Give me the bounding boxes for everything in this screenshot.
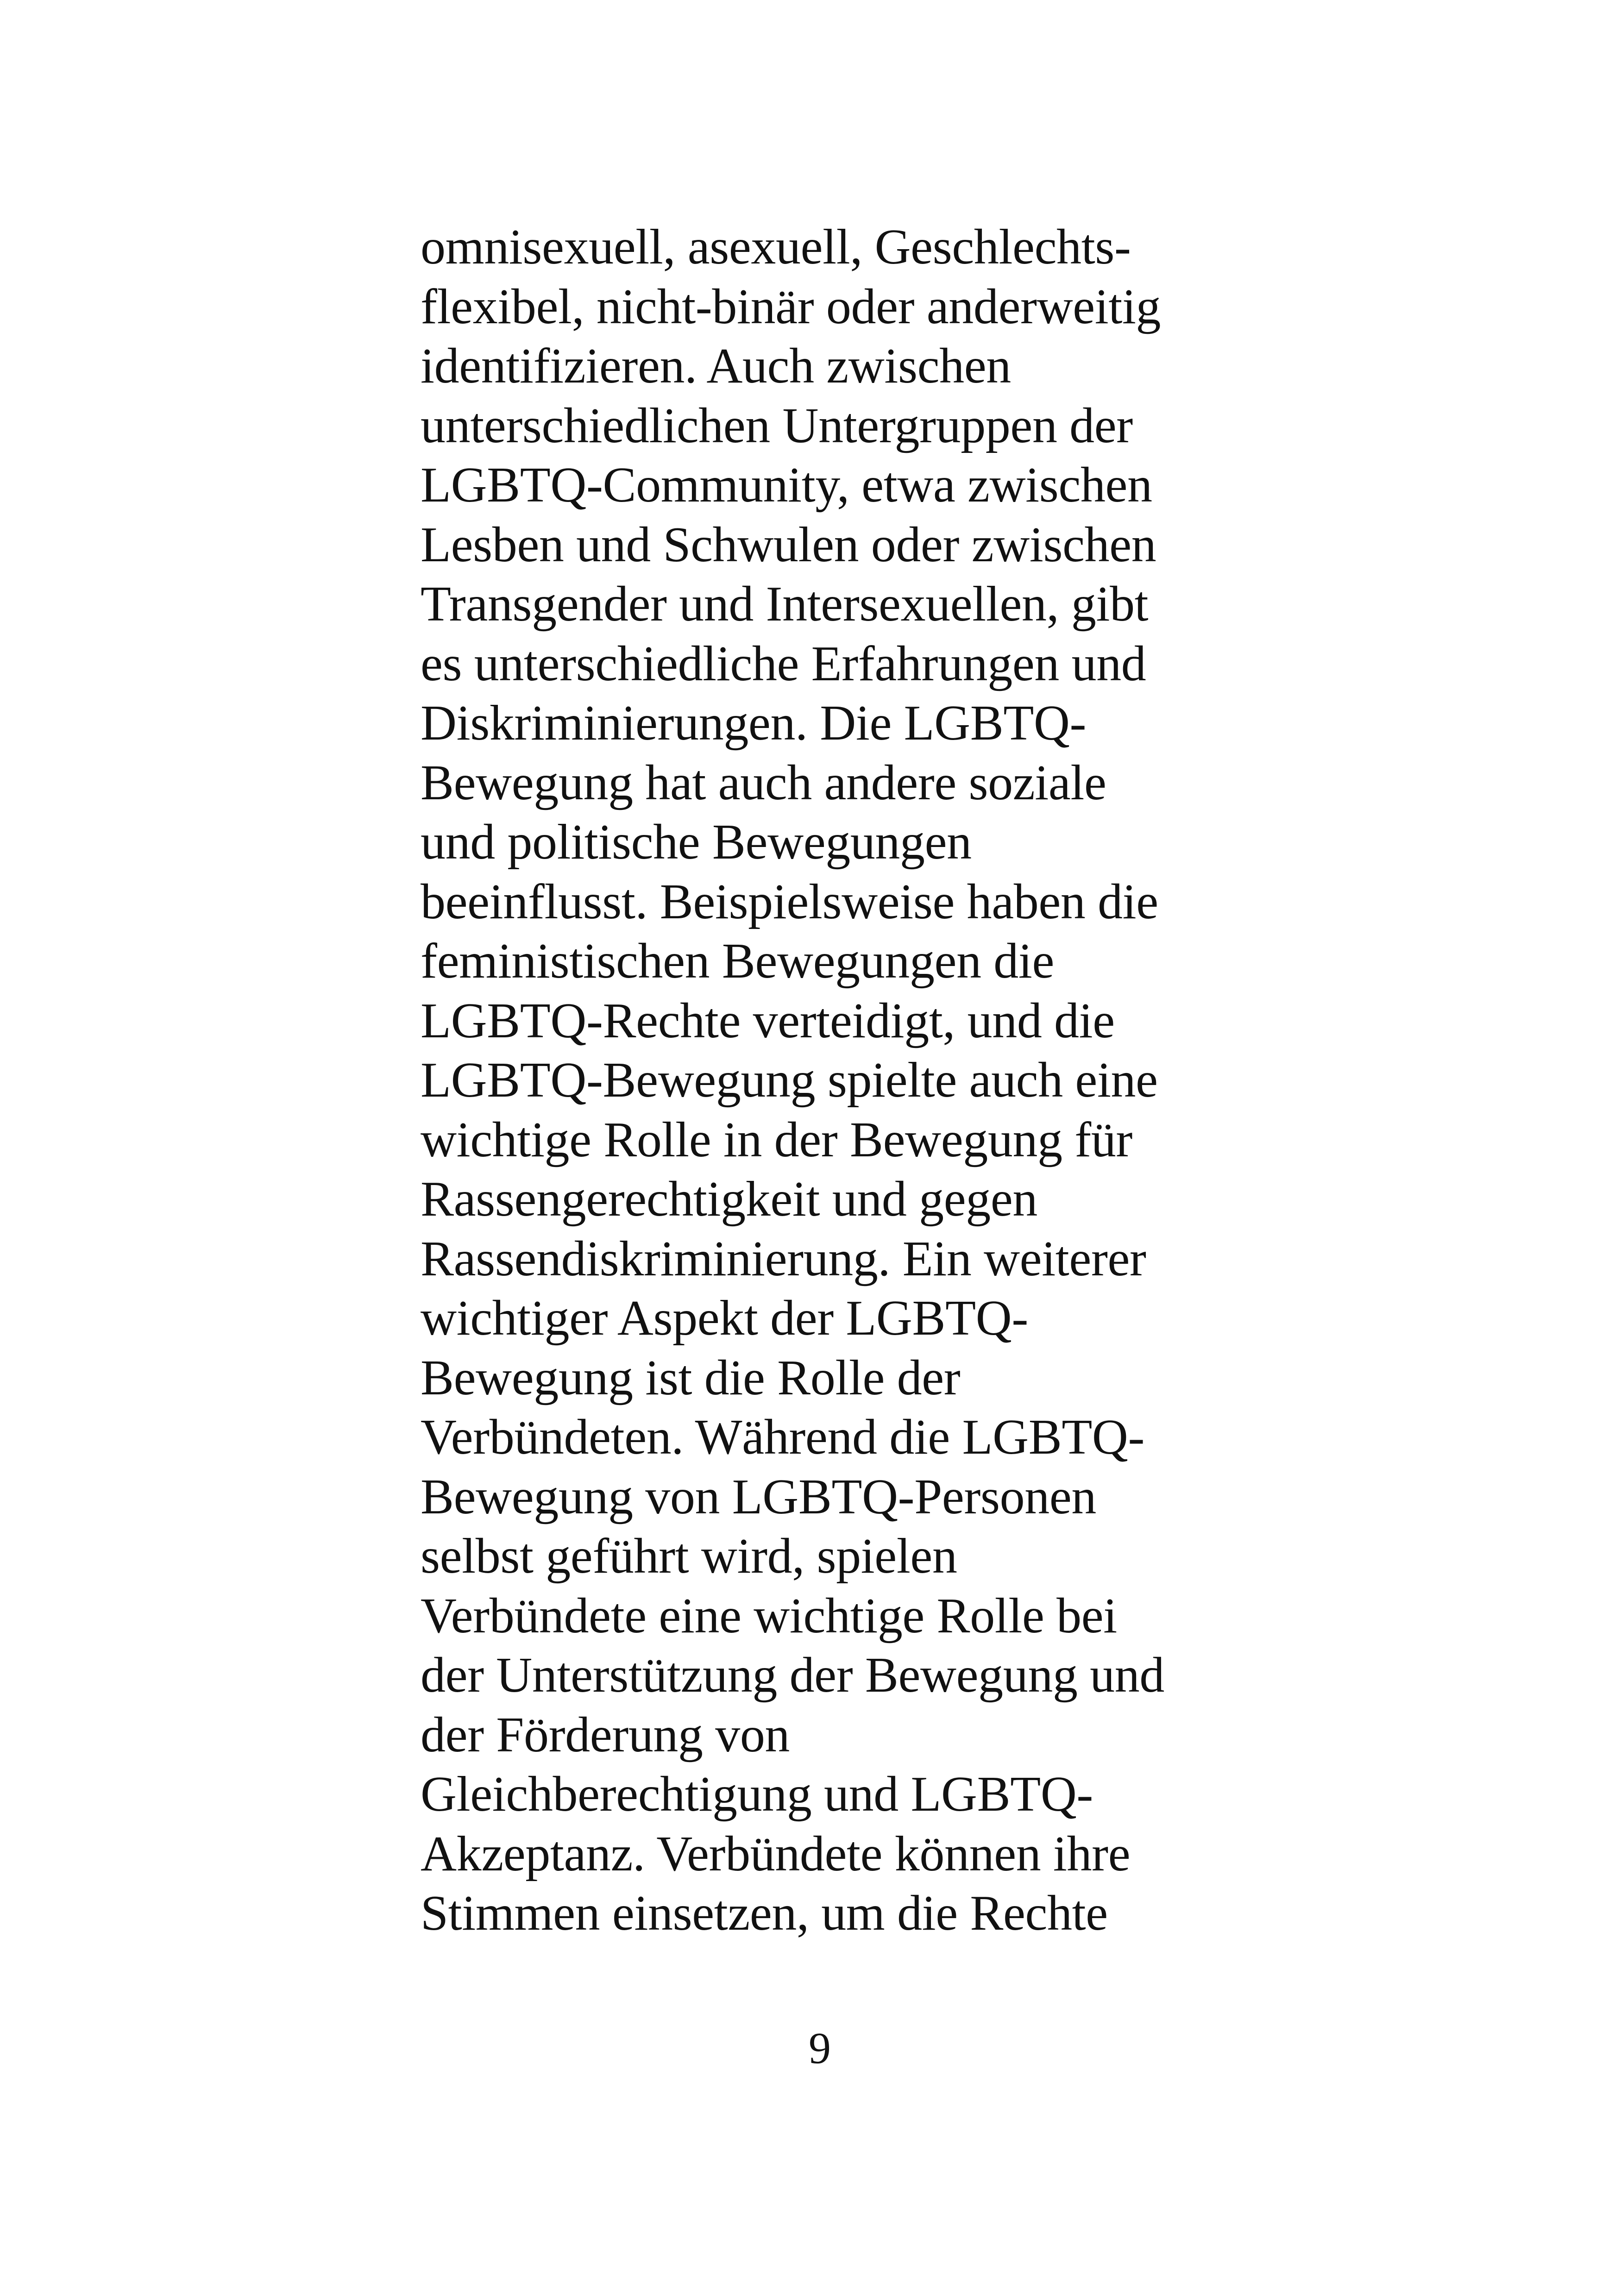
text-line: Lesben und Schwulen oder zwischen: [421, 517, 1156, 572]
text-line: Akzeptanz. Verbündete können ihre: [421, 1826, 1131, 1882]
text-line: Rassendiskriminierung. Ein weiterer: [421, 1231, 1146, 1286]
text-line: der Unterstützung der Bewegung und: [421, 1648, 1164, 1703]
text-line: unterschiedlichen Untergruppen der: [421, 398, 1133, 453]
text-line: Stimmen einsetzen, um die Rechte: [421, 1886, 1108, 1941]
page-number: 9: [809, 2023, 831, 2073]
text-line: selbst geführt wird, spielen: [421, 1529, 957, 1584]
text-line: Bewegung von LGBTQ-Personen: [421, 1469, 1096, 1524]
text-line: Bewegung ist die Rolle der: [421, 1350, 961, 1405]
text-line: es unterschiedliche Erfahrungen und: [421, 636, 1146, 691]
text-line: Diskriminierungen. Die LGBTQ-: [421, 696, 1087, 751]
text-line: identifizieren. Auch zwischen: [421, 339, 1011, 394]
text-line: Rassengerechtigkeit und gegen: [421, 1172, 1037, 1227]
text-line: LGBTQ-Rechte verteidigt, und die: [421, 993, 1115, 1048]
text-line: Verbündeten. Während die LGBTQ-: [421, 1410, 1145, 1465]
text-line: Verbündete eine wichtige Rolle bei: [421, 1588, 1117, 1644]
text-line: Bewegung hat auch andere soziale: [421, 755, 1106, 810]
text-line: der Förderung von: [421, 1707, 790, 1763]
body-text: [421, 218, 1217, 1944]
text-line: LGBTQ-Community, etwa zwischen: [421, 458, 1152, 513]
text-line: omnisexuell, asexuell, Geschlechts-: [421, 220, 1131, 275]
text-line: flexibel, nicht-binär oder anderweitig: [421, 279, 1161, 334]
text-line: feministischen Bewegungen die: [421, 934, 1055, 989]
text-line: und politische Bewegungen: [421, 815, 972, 870]
text-line: Transgender und Intersexuellen, gibt: [421, 577, 1149, 632]
text-line: Gleichberechtigung und LGBTQ-: [421, 1767, 1093, 1822]
text-line: wichtiger Aspekt der LGBTQ-: [421, 1291, 1028, 1346]
text-line: beeinflusst. Beispielsweise haben die: [421, 874, 1158, 929]
text-line: wichtige Rolle in der Bewegung für: [421, 1112, 1133, 1167]
text-line: LGBTQ-Bewegung spielte auch eine: [421, 1053, 1158, 1108]
